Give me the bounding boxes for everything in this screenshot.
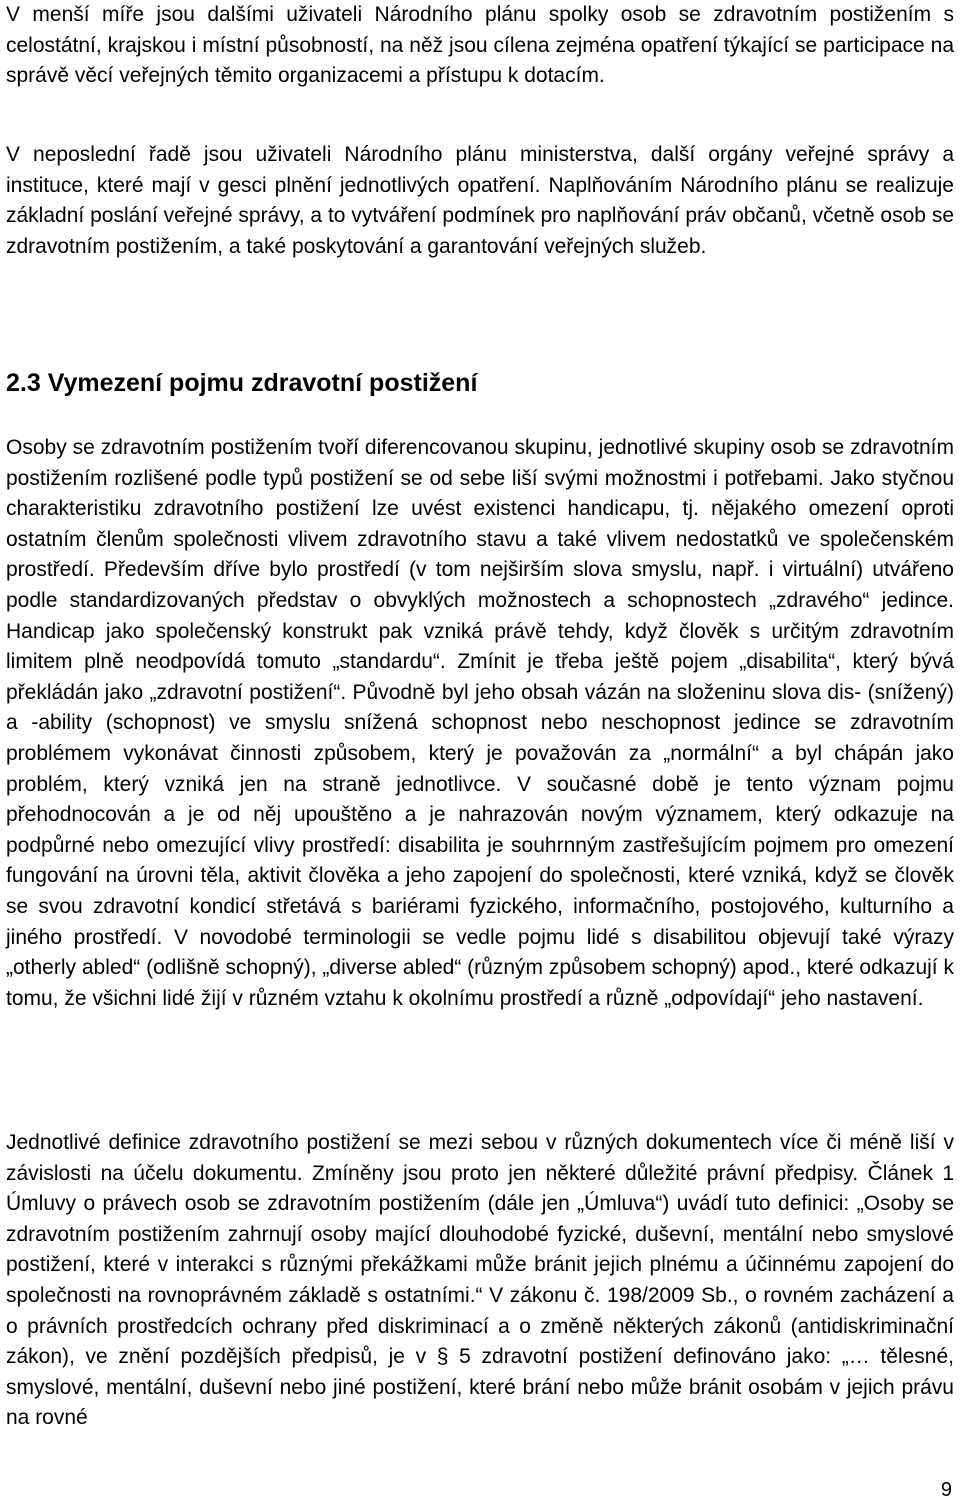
paragraph-legal-definitions: Jednotlivé definice zdravotního postižení se mezi sebou v různých dokumentech více či méně liší v závislosti na účelu dokumentu. Zmíněny jsou proto jen některé důležité právní předpisy. Článek 1 Úmluvy o právech osob se zdravotním postižením (dále jen „Úmluva“) uvádí tuto definici: „Osoby se zdravotním postižením zahrnují osoby mající dlouhodobé fyzické, duševní, mentální nebo smyslové postižení, které v interakci s různými překážkami může bránit jejich plnému a účinnému zapojení do společnosti na rovnoprávném základě s ostatními.“ V zákonu č. 198/2009 Sb., o rovném zacházení a o právních prostředcích ochrany před diskriminací a o změně některých zákonů (antidiskriminační zákon), ve znění pozdějších předpisů, je v § 5 zdravotní postižení definováno jako: „… tělesné, smyslové, mentální, duševní nebo jiné postižení, které brání nebo může bránit osobám v jejich právu na rovné [6,1131,954,1430]
section-heading: 2.3 Vymezení pojmu zdravotní postižení [6,369,478,397]
paragraph-users-ministries: V neposlední řadě jsou uživateli Národního plánu ministerstva, další orgány veřejné správy a instituce, které mají v gesci plnění jednotlivých opatření. Naplňováním Národního plánu se realizuje základní poslání veřejné správy, a to vytváření podmínek pro naplňování práv občanů, včetně osob se zdravotním postižením, a také poskytování a garantování veřejných služeb. [6,143,954,258]
paragraph-users-associations: V menší míře jsou dalšími uživateli Národního plánu spolky osob se zdravotním postižením s celostátní, krajskou i místní působností, na něž jsou cílena zejména opatření týkající se participace na správě věcí veřejných těmito organizacemi a přístupu k dotacím. [6,3,954,88]
paragraph-disability-concept: Osoby se zdravotním postižením tvoří diferencovanou skupinu, jednotlivé skupiny osob se zdravotním postižením rozlišené podle typů postižení se od sebe liší svými možnostmi i potřebami. Jako styčnou charakteristiku zdravotního postižení lze uvést existenci handicapu, tj. nějakého omezení oproti ostatním členům společnosti vlivem zdravotního stavu a také vlivem nedostatků ve společenském prostředí. Především dříve bylo prostředí (v tom nejširším slova smyslu, např. i virtuální) utvářeno podle standardizovaných představ o obvyklých možnostech a schopnostech „zdravého“ jedince. Handicap jako společenský konstrukt pak vzniká právě tehdy, když člověk s určitým zdravotním limitem plně neodpovídá tomuto „standardu“. Zmínit je třeba ještě pojem „disabilita“, který bývá překládán jako „zdravotní postižení“. Původně byl jeho obsah vázán na složeninu slova dis- (snížený) a -ability (schopnost) ve smyslu snížená schopnost nebo neschopnost jedince se zdravotním problémem vykonávat činnosti způsobem, který je považován za „normální“ a byl chápán jako problém, který vzniká jen na straně jednotlivce. V současné době je tento význam pojmu přehodnocován a je od něj upouštěno a je nahrazován novým významem, který odkazuje na podpůrné nebo omezující vlivy prostředí: disabilita je souhrnným zastřešujícím pojmem pro omezení fungování na úrovni těla, aktivit člověka a jeho zapojení do společnosti, které vzniká, když se člověk se svou zdravotní kondicí střetává s bariérami fyzického, informačního, postojového, kulturního a jiného prostředí. V novodobé terminologii se vedle pojmu lidé s disabilitou objevují také výrazy „otherly abled“ (odlišně schopný), „diverse abled“ (různým způsobem schopný) apod., které odkazují k tomu, že všichni lidé žijí v různém vztahu k okolnímu prostředí a různě „odpovídají“ jeho nastavení. [6,436,954,1010]
page-number: 9 [940,1479,952,1501]
